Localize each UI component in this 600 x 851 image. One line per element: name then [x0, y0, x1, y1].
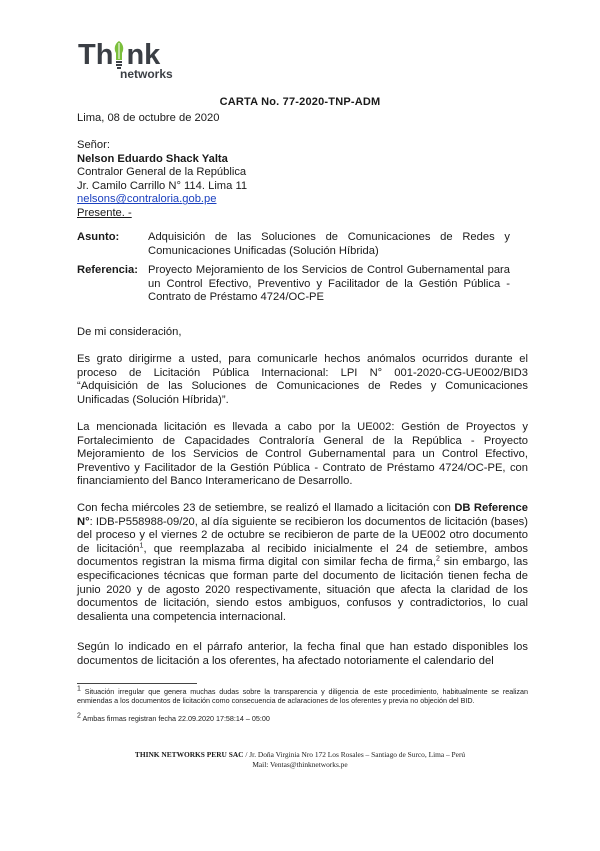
paragraph-4: Según lo indicado en el párrafo anterior, la fecha final que han estado disponibles los documentos de licitación a los oferentes, ha afectado notoriamente el calendario del — [77, 641, 528, 667]
p3-text-b: : IDB-P558988-09/20, al día siguiente se recibieron los documentos de licitación (bases) del proceso y el viernes 2 de octubre se recibieron de parte de la UE002 otro documento de licitación — [77, 515, 528, 555]
p3-text-a: Con fecha miércoles 23 de setiembre, se realizó el llamado a licitación con — [77, 502, 455, 514]
footnote-divider — [77, 683, 197, 684]
recipient-block — [77, 139, 247, 221]
footer-address: / Jr. Doña Virginia Nro 172 Los Rosales – Santiago de Surco, Lima – Perú — [243, 750, 466, 759]
asunto-label: Asunto: — [77, 231, 120, 243]
logo-word-left: Th — [78, 39, 114, 71]
p3-text-d: sin embargo, las especificaciones técnicas que forman parte del documento de licitación tienen fecha de junio 2020 y de agosto 2020 respectivamente, situación que afecta la claridad de los documentos de licitación, siendo estos ambiguos, confusos y contradictorios, lo cual desalienta una competencia internacional. — [77, 556, 528, 623]
footnote-ref-1: 1 — [139, 542, 144, 550]
footnote-1-text: Situación irregular que genera muchas dudas sobre la transparencia y diligencia de este procedimiento, habitualmente se realizan enmiendas a los documentos de licitación como consecuencia de aclaraciones de los oferentes y previa no objeción del BID. — [77, 687, 528, 705]
footnote-2-number: 2 — [77, 712, 81, 720]
footer-company: THINK NETWORKS PERU SAC — [134, 750, 244, 759]
p3-text-c: , que reemplazaba al recibido inicialmente el 24 de setiembre, ambos documentos registran la misma firma digital con similar fecha de firma, — [77, 542, 528, 569]
paragraph-2: La mencionada licitación es llevada a cabo por la UE002: Gestión de Proyectos y Fortalecimiento de Capacidades Contraloría General de la República - Proyecto Mejoramiento de los Servicios de Control Gubernamental para un Control Efectivo, Preventivo y Facilitador de la Gestión Pública - Contrato de Préstamo 4724/OC-PE, con financiamiento del Banco Interamericano de Desarrollo. — [77, 421, 528, 488]
recipient-address: Jr. Camilo Carrillo N° 114. Lima 11 — [77, 179, 248, 192]
salutation: Señor: — [77, 139, 110, 151]
company-logo — [78, 38, 198, 88]
letter-date: Lima, 08 de octubre de 2020 — [77, 112, 220, 124]
footnote-2 — [77, 714, 528, 723]
greeting: De mi consideración, — [77, 326, 182, 338]
logo-subtitle: networks — [120, 67, 173, 81]
footnote-1-number: 1 — [77, 685, 81, 693]
footnote-ref-2: 2 — [436, 555, 440, 563]
footnote-2-text: Ambas firmas registran fecha 22.09.2020 17:58:14 – 05:00 — [80, 714, 270, 723]
referencia-label: Referencia: — [77, 264, 138, 276]
paragraph-3 — [77, 502, 528, 624]
referencia-text: Proyecto Mejoramiento de los Servicios de Control Gubernamental para un Control Efectivo, Preventivo y Facilitador de la Gestión Pública - Contrato de Préstamo 4724/OC-PE — [148, 264, 510, 304]
recipient-name: Nelson Eduardo Shack Yalta — [77, 152, 228, 165]
footnote-1 — [77, 687, 528, 705]
letter-title: CARTA No. 77-2020-TNP-ADM — [219, 96, 381, 108]
recipient-email-link[interactable]: nelsons@contraloria.gob.pe — [77, 193, 217, 206]
footer-address-line — [0, 750, 600, 760]
logo-word-right: nk — [126, 39, 161, 71]
paragraph-1: Es grato dirigirme a usted, para comunicarle hechos anómalos ocurridos durante el proceso de Licitación Pública Internacional: LPI N° 001-2020-CG-UE002/BID3 “Adquisición de las Soluciones de Comunicaciones de Redes y Comunicaciones Unificadas (Solución Híbrida)”. — [77, 353, 528, 406]
asunto-text: Adquisición de las Soluciones de Comunicaciones de Redes y Comunicaciones Unificadas (Solución Híbrida) — [148, 231, 510, 257]
db-reference-bold: DB Reference N° — [77, 502, 529, 528]
recipient-position: Contralor General de la República — [77, 166, 247, 179]
footer-mail: Mail: Ventas@thinknetworks.pe — [252, 760, 348, 769]
page-footer — [0, 750, 600, 770]
presente-line: Presente. - — [77, 206, 132, 219]
